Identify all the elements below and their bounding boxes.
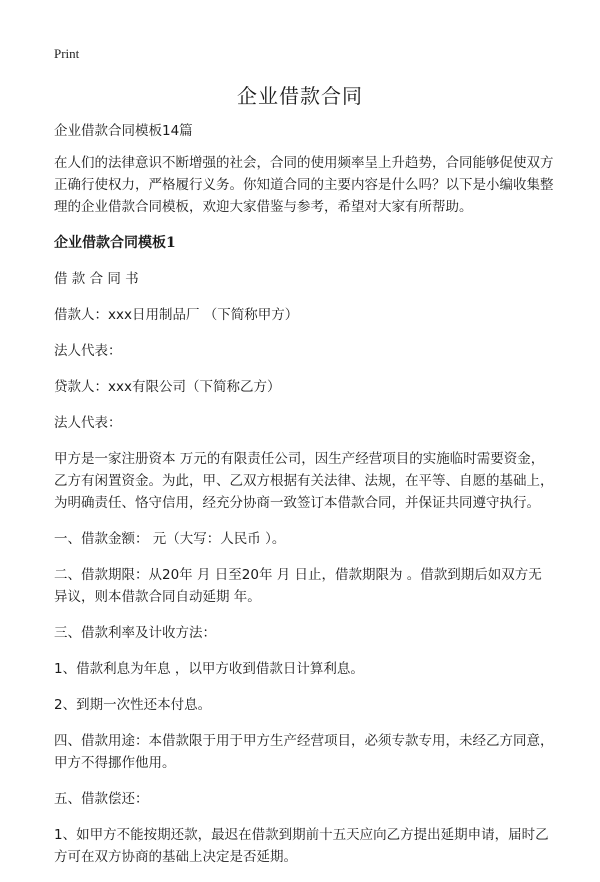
lender-legal-rep: 法人代表： [54, 415, 122, 431]
clause-interest: 三、借款利率及计收方法： [54, 625, 216, 641]
clause-amount: 一、借款金额： 元（大写：人民币 ）。 [54, 531, 286, 547]
clause-purpose: 四、借款用途：本借款限于用于甲方生产经营项目，必须专款专用，未经乙方同意，甲方不得挪作他用。 [54, 733, 554, 771]
clause-repayment: 五、借款偿还： [54, 791, 149, 807]
intro-paragraph: 在人们的法律意识不断增强的社会，合同的使用频率呈上升趋势，合同能够促使双方正确行使权力，严格履行义务。你知道合同的主要内容是什么吗？以下是小编收集整理的企业借款合同模板，欢迎大家借鉴与参考，希望对大家有所帮助。 [54, 155, 554, 215]
clause-term: 二、借款期限：从20年 月 日至20年 月 日止，借款期限为 。借款到期后如双方无异议，则本借款合同自动延期 年。 [54, 567, 542, 605]
print-link[interactable]: Print [54, 46, 80, 61]
contract-heading: 借 款 合 同 书 [54, 271, 139, 287]
section-heading: 企业借款合同模板1 [54, 235, 176, 251]
clause-interest-item-2: 2、到期一次性还本付息。 [54, 697, 212, 713]
lender-line: 贷款人：xxx有限公司（下简称乙方） [54, 379, 281, 395]
document-title: 企业借款合同 [237, 84, 363, 108]
clause-interest-item-1: 1、借款利息为年息 ，以甲方收到借款日计算利息。 [54, 661, 364, 677]
document-body [54, 120, 554, 882]
clause-repayment-item-1: 1、如甲方不能按期还款，最迟在借款到期前十五天应向乙方提出延期申请，届时乙方可在双方协商的基础上决定是否延期。 [54, 827, 549, 865]
document-subtitle: 企业借款合同模板14篇 [54, 123, 193, 139]
preamble-paragraph: 甲方是一家注册资本 万元的有限责任公司，因生产经营项目的实施临时需要资金，乙方有闲置资金。为此，甲、乙双方根据有关法律、法规，在平等、自愿的基础上，为明确责任、恪守信用，经充分协商一致签订本借款合同，并保证共同遵守执行。 [54, 451, 554, 511]
borrower-line: 借款人：xxx日用制品厂 （下简称甲方） [54, 307, 299, 323]
borrower-legal-rep: 法人代表： [54, 343, 122, 359]
